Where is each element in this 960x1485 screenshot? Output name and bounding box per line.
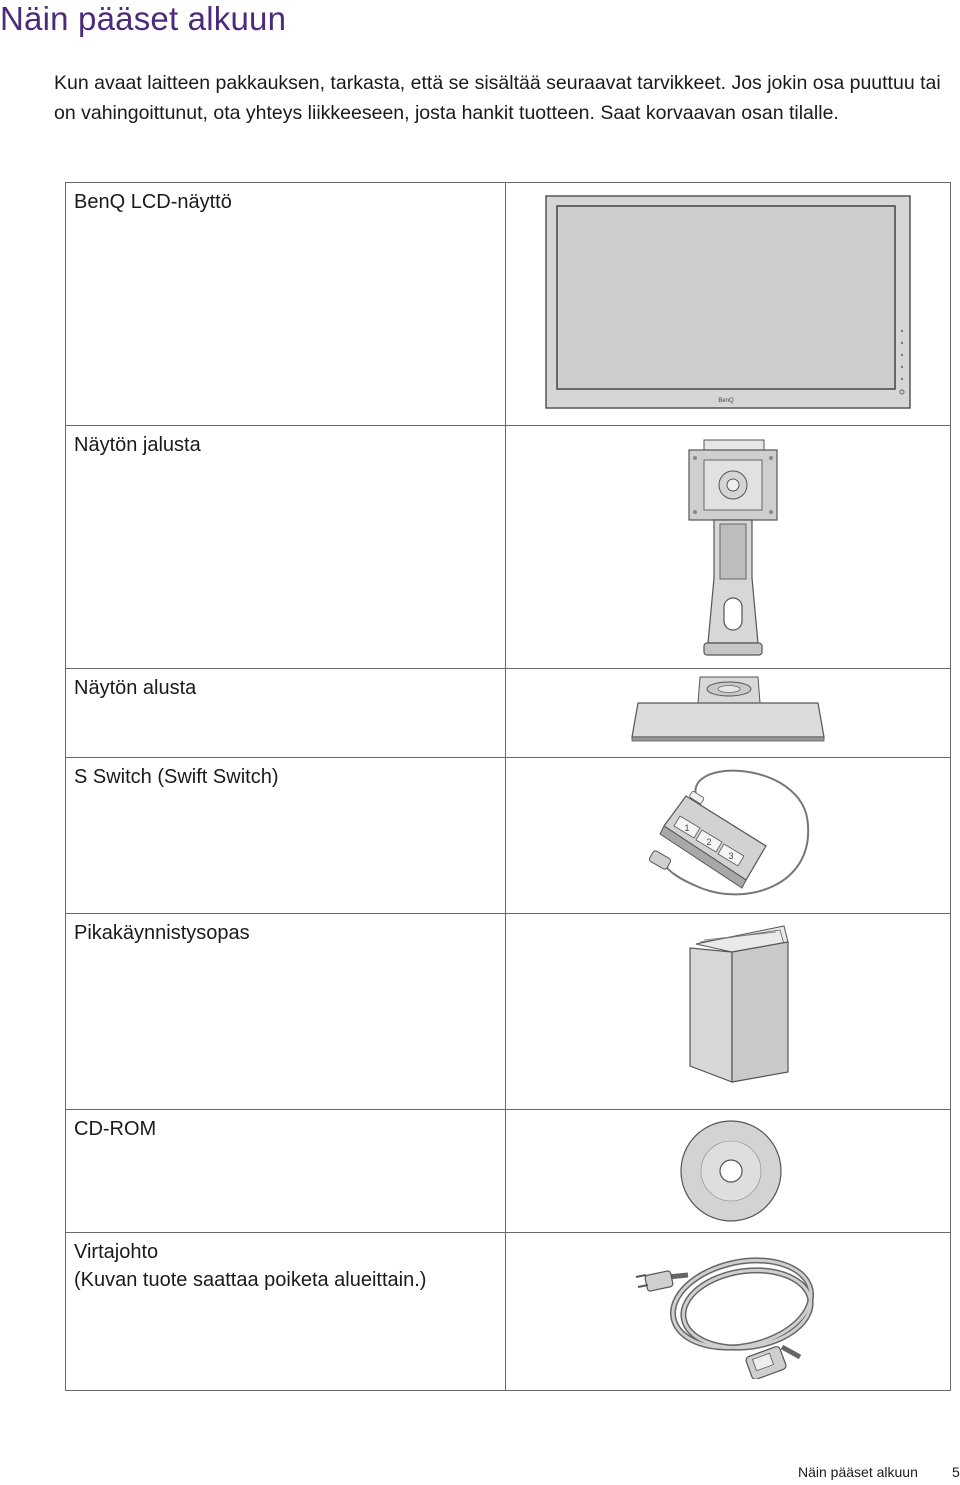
table-row xyxy=(66,183,951,426)
lcd-monitor-icon xyxy=(544,194,914,412)
item-label-stand: Näytön jalusta xyxy=(74,434,201,456)
switch-key-2: 2 xyxy=(706,837,712,847)
footer-section-title: Näin pääset alkuun xyxy=(798,1464,918,1480)
footer-page-number: 5 xyxy=(952,1464,960,1480)
switch-key-3: 3 xyxy=(728,851,734,861)
item-label-monitor: BenQ LCD-näyttö xyxy=(74,191,232,213)
package-contents-table xyxy=(65,182,951,1391)
item-label-s-switch: S Switch (Swift Switch) xyxy=(74,766,279,788)
switch-key-1: 1 xyxy=(684,823,690,833)
table-row xyxy=(66,758,951,914)
table-row xyxy=(66,669,951,758)
monitor-base-icon xyxy=(630,675,826,743)
item-note-power-cord: (Kuvan tuote saattaa poiketa alueittain.) xyxy=(74,1269,427,1291)
item-label-power-cord: Virtajohto xyxy=(74,1241,159,1263)
page-title: Näin pääset alkuun xyxy=(0,0,287,37)
table-row xyxy=(66,1110,951,1233)
table-row xyxy=(66,426,951,669)
cd-rom-disc-icon xyxy=(678,1118,784,1224)
table-row xyxy=(66,914,951,1110)
quick-start-guide-icon xyxy=(686,922,796,1092)
power-cord-icon xyxy=(632,1239,824,1379)
monitor-brand-logo: BenQ xyxy=(718,398,734,404)
item-label-base: Näytön alusta xyxy=(74,677,197,699)
monitor-stand-arm-icon xyxy=(686,438,782,660)
item-label-cd-rom: CD-ROM xyxy=(74,1118,157,1140)
item-label-quick-guide: Pikakäynnistysopas xyxy=(74,922,250,944)
intro-paragraph: Kun avaat laitteen pakkauksen, tarkasta, että se sisältää seuraavat tarvikkeet. Jos jokin osa puuttuu tai on vahingoittunut, ota yhteys liikkeeseen, josta hankit tuotteen. Saat korvaavan osan tilalle. xyxy=(54,72,941,124)
table-row xyxy=(66,1233,951,1391)
s-switch-controller-icon xyxy=(646,766,816,908)
